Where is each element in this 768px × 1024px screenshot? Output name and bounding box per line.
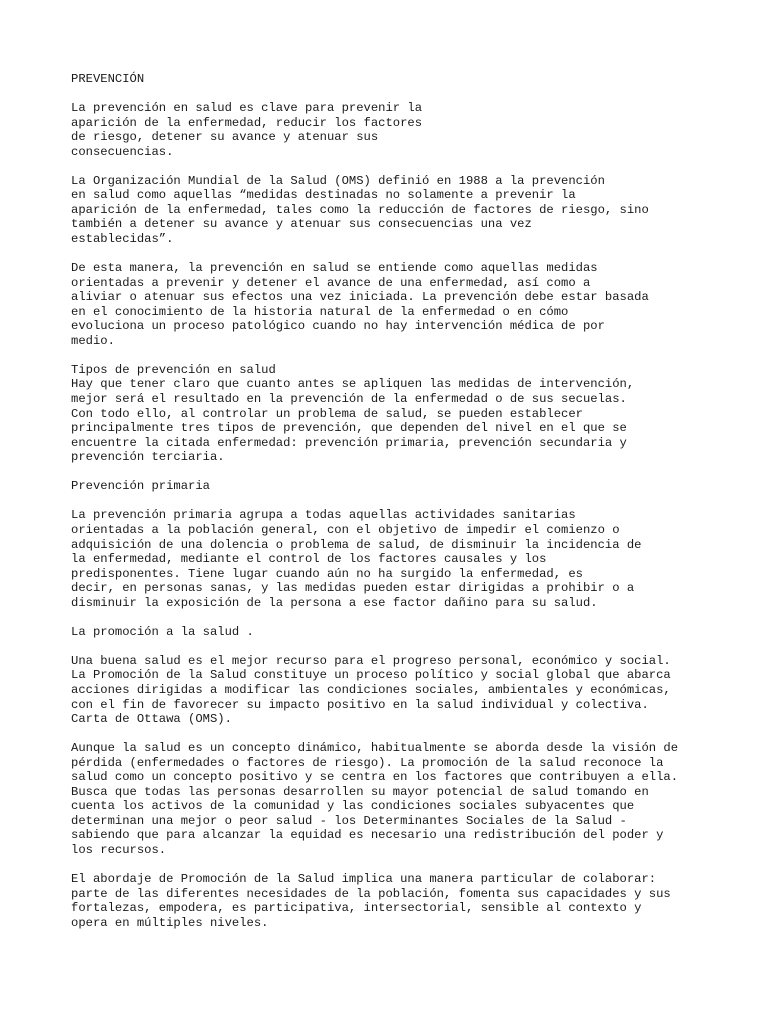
- text-line: aliviar o atenuar sus efectos una vez iniciada. La prevención debe estar basada: [71, 290, 649, 305]
- text-line: salud como un concepto positivo y se centra en los factores que contribuyen a ella.: [71, 770, 679, 785]
- text-line: prevención terciaria.: [71, 450, 225, 465]
- text-line: mejor será el resultado en la prevención de la enfermedad o de sus secuelas.: [71, 392, 627, 407]
- paragraph-abordaje-promocion: [71, 872, 751, 930]
- text-line: acciones dirigidas a modificar las condiciones sociales, ambientales y económicas,: [71, 682, 671, 697]
- section-tipos-de-prevencion: [71, 363, 751, 465]
- text-line: La promoción a la salud .: [71, 624, 254, 639]
- text-line: parte de las diferentes necesidades de la población, fomenta sus capacidades y sus: [71, 886, 671, 901]
- text-line: orientadas a prevenir y detener el avance de una enfermedad, así como a: [71, 275, 591, 290]
- text-line: De esta manera, la prevención en salud se entiende como aquellas medidas: [71, 261, 598, 276]
- text-line: decir, en personas sanas, y las medidas pueden estar dirigidas a prohibir o a: [71, 581, 635, 596]
- text-line: también a detener su avance y atenuar sus consecuencias una vez: [71, 217, 532, 232]
- text-line: medio.: [71, 333, 115, 348]
- text-line: Busca que todas las personas desarrollen su mayor potencial de salud tomando en: [71, 784, 649, 799]
- paragraph-prevention-meaning: [71, 261, 751, 348]
- text-line: La Promoción de la Salud constituye un proceso político y social global que abarca: [71, 668, 671, 683]
- text-line: El abordaje de Promoción de la Salud implica una manera particular de colaborar:: [71, 872, 657, 887]
- text-line: Tipos de prevención en salud: [71, 362, 276, 377]
- text-line: disminuir la exposición de la persona a ese factor dañino para su salud.: [71, 595, 598, 610]
- text-line: predisponentes. Tiene lugar cuando aún no ha surgido la enfermedad, es: [71, 566, 583, 581]
- text-line: pérdida (enfermedades o factores de riesgo). La promoción de la salud reconoce la: [71, 755, 664, 770]
- document-page: [71, 72, 751, 945]
- text-line: Prevención primaria: [71, 479, 210, 494]
- text-line: adquisición de una dolencia o problema de salud, de disminuir la incidencia de: [71, 537, 642, 552]
- paragraph-oms-definition: [71, 174, 751, 247]
- text-line: Una buena salud es el mejor recurso para el progreso personal, económico y social.: [71, 653, 671, 668]
- text-line: Carta de Ottawa (OMS).: [71, 712, 232, 727]
- text-line: de riesgo, detener su avance y atenuar sus: [71, 130, 379, 145]
- text-line: cuenta los activos de la comunidad y las condiciones sociales subyacentes que: [71, 799, 635, 814]
- paragraph-concepto-dinamico: [71, 741, 751, 857]
- text-line: determinan una mejor o peor salud - los Determinantes Sociales de la Salud -: [71, 813, 627, 828]
- text-line: aparición de la enfermedad, reducir los factores: [71, 115, 423, 130]
- text-line: fortalezas, empodera, es participativa, intersectorial, sensible al contexto y: [71, 901, 642, 916]
- text-line: aparición de la enfermedad, tales como la reducción de factores de riesgo, sino: [71, 202, 649, 217]
- text-line: encuentre la citada enfermedad: prevención primaria, prevención secundaria y: [71, 435, 627, 450]
- text-line: la enfermedad, mediante el control de los factores causales y los: [71, 552, 547, 567]
- text-line: establecidas”.: [71, 232, 174, 247]
- text-line: en el conocimiento de la historia natural de la enfermedad o en cómo: [71, 304, 569, 319]
- text-line: Hay que tener claro que cuanto antes se apliquen las medidas de intervención,: [71, 377, 635, 392]
- text-line: con el fin de favorecer su impacto positivo en la salud individual y colectiva.: [71, 697, 649, 712]
- heading-promocion-salud: [71, 625, 751, 640]
- text-line: Con todo ello, al controlar un problema de salud, se pueden establecer: [71, 406, 583, 421]
- text-line: los recursos.: [71, 842, 167, 857]
- text-line: orientadas a la población general, con el objetivo de impedir el comienzo o: [71, 522, 620, 537]
- text-line: opera en múltiples niveles.: [71, 915, 269, 930]
- text-line: PREVENCIÓN: [71, 72, 145, 86]
- text-line: evoluciona un proceso patológico cuando no hay intervención médica de por: [71, 319, 605, 334]
- text-line: La Organización Mundial de la Salud (OMS) definió en 1988 a la prevención: [71, 173, 605, 188]
- text-line: en salud como aquellas “medidas destinadas no solamente a prevenir la: [71, 188, 576, 203]
- doc-title: [71, 72, 751, 87]
- text-line: sabiendo que para alcanzar la equidad es necesario una redistribución del poder y: [71, 828, 664, 843]
- text-line: Aunque la salud es un concepto dinámico, habitualmente se aborda desde la visión de: [71, 741, 679, 756]
- heading-prevencion-primaria: [71, 479, 751, 494]
- text-line: principalmente tres tipos de prevención, que dependen del nivel en el que se: [71, 421, 627, 436]
- paragraph-prevencion-primaria: [71, 508, 751, 610]
- text-line: consecuencias.: [71, 144, 174, 159]
- paragraph-intro: [71, 101, 751, 159]
- text-line: La prevención en salud es clave para prevenir la: [71, 101, 423, 116]
- paragraph-carta-ottawa: [71, 654, 751, 727]
- text-line: La prevención primaria agrupa a todas aquellas actividades sanitarias: [71, 508, 576, 523]
